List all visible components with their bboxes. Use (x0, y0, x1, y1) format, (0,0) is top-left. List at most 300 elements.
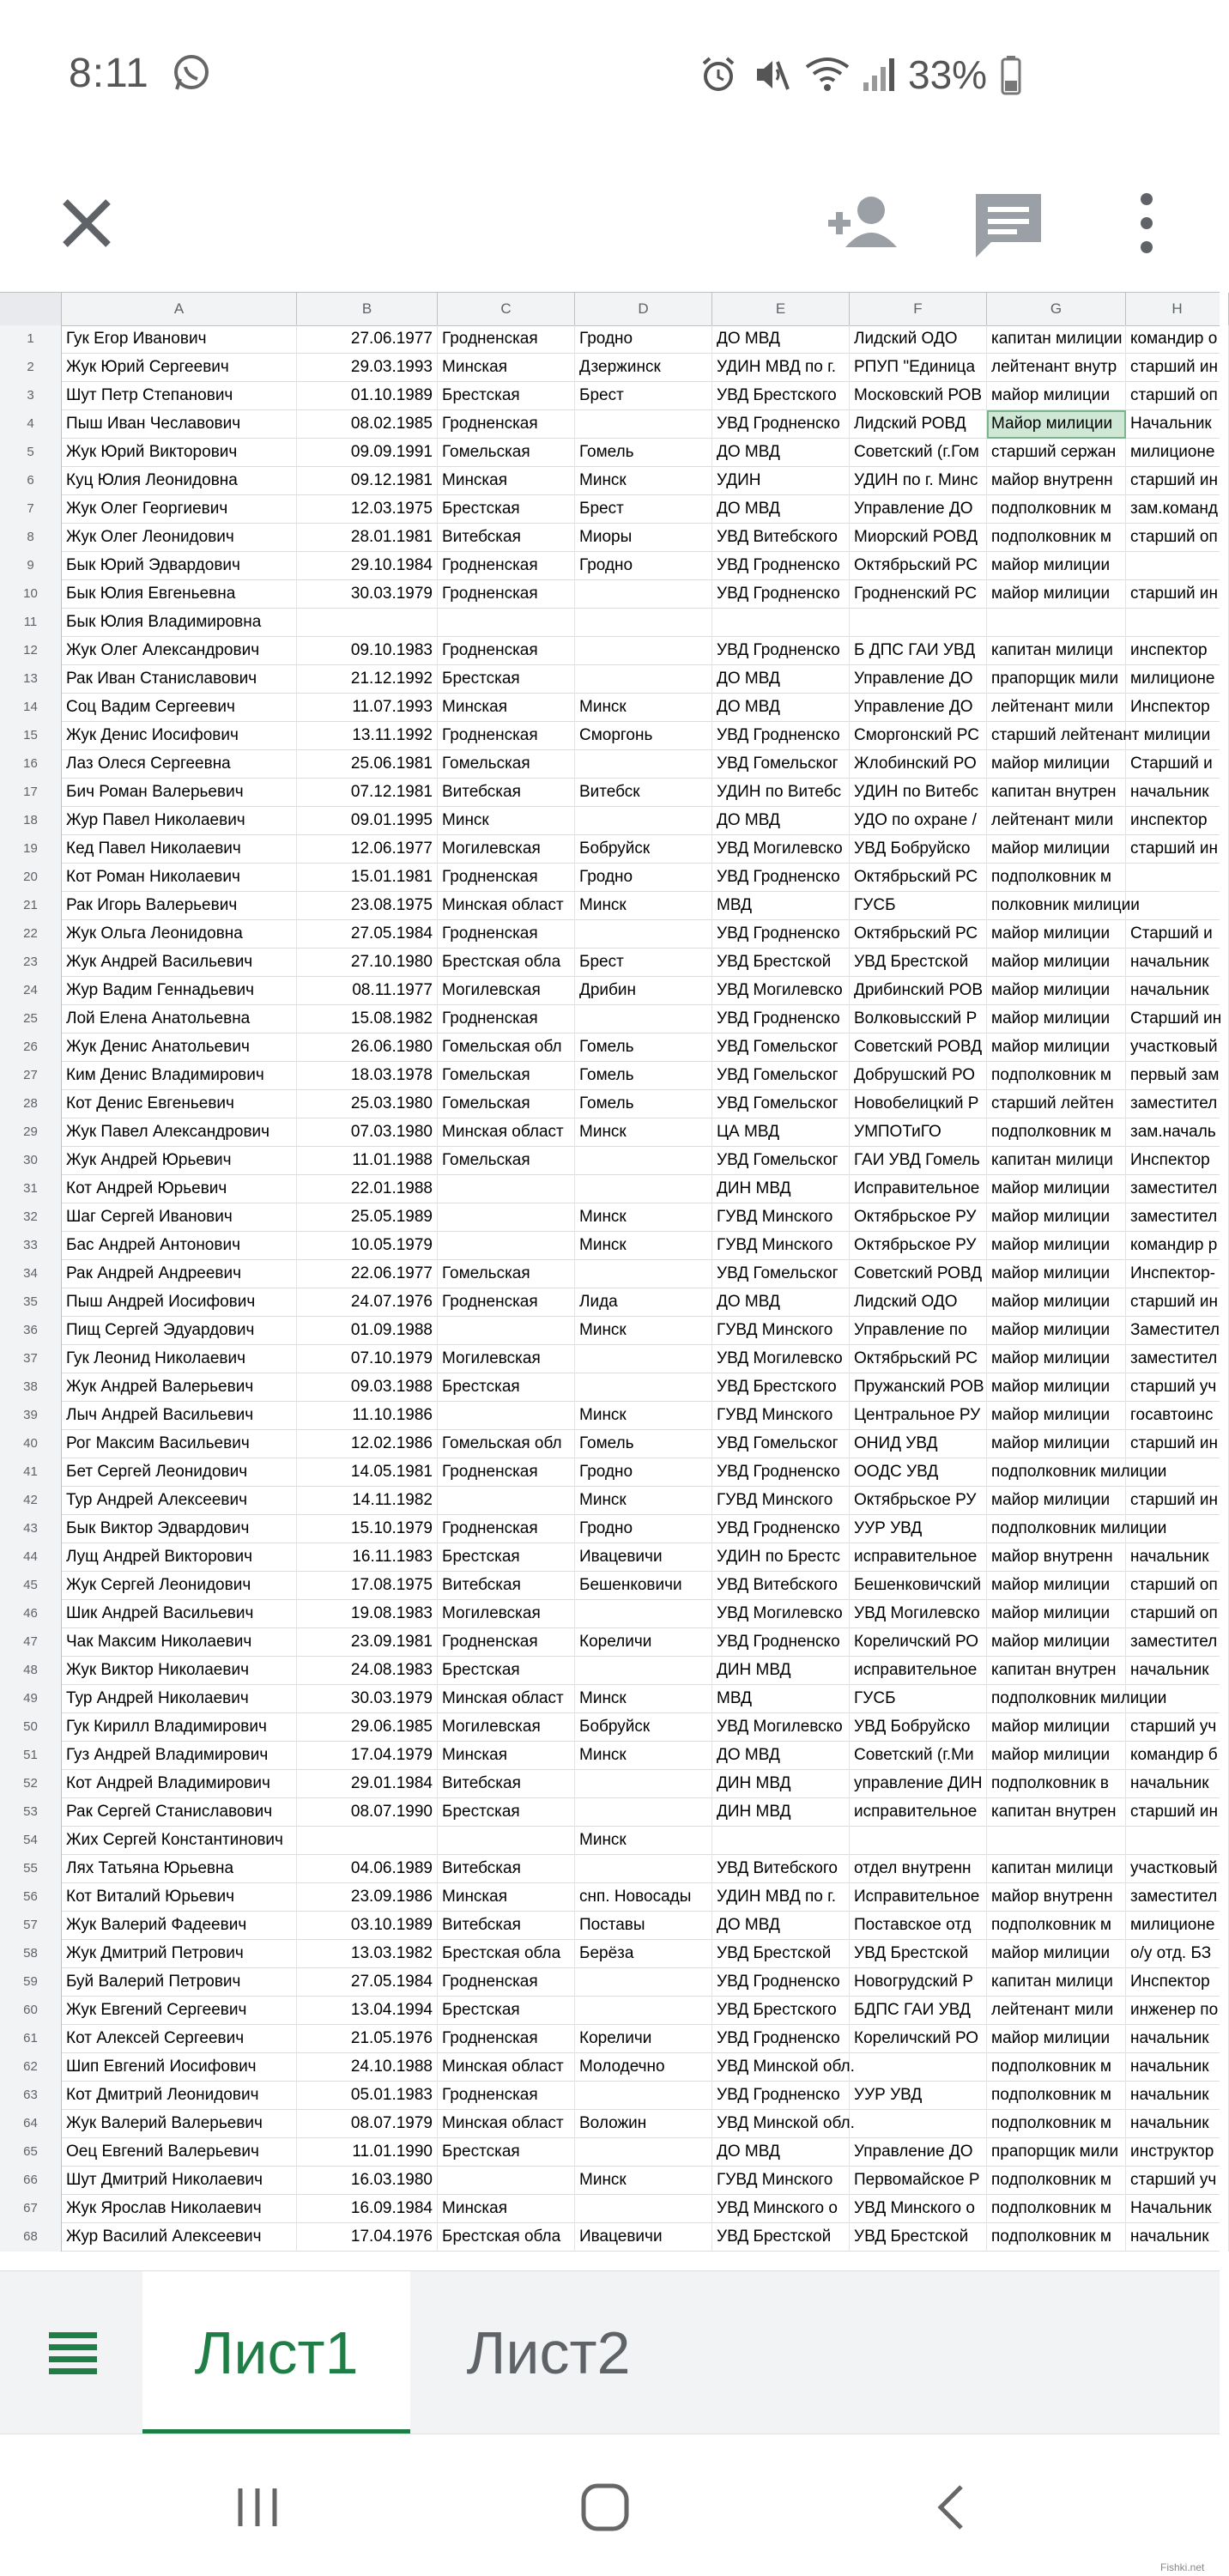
cell-b[interactable]: 16.09.1984 (297, 2195, 438, 2223)
cell-g[interactable]: майор милиции (987, 1345, 1126, 1373)
cell-d[interactable]: Гомель (575, 1430, 712, 1458)
cell-d[interactable] (575, 920, 712, 949)
cell-h[interactable]: милиционе (1126, 665, 1229, 694)
cell-g[interactable]: подполковник м (987, 2053, 1126, 2082)
cell-d[interactable]: Ивацевичи (575, 1543, 712, 1572)
cell-g[interactable]: подполковник м (987, 864, 1126, 892)
cell-a[interactable]: Жук Юрий Викторович (62, 439, 297, 467)
cell-f[interactable]: УВД Брестской (850, 2223, 987, 2252)
cell-f[interactable]: Волковысский Р (850, 1005, 987, 1033)
cell-e[interactable]: УВД Гродненско (712, 410, 850, 439)
cell-f[interactable]: БДПС ГАИ УВД (850, 1997, 987, 2025)
row-number[interactable]: 5 (0, 439, 62, 467)
select-all-corner[interactable] (0, 293, 62, 325)
cell-c[interactable]: Гродненская (438, 325, 575, 354)
row-number[interactable]: 33 (0, 1232, 62, 1260)
cell-d[interactable] (575, 1997, 712, 2025)
cell-a[interactable]: Жук Олег Леонидович (62, 524, 297, 552)
home-button[interactable] (575, 2477, 635, 2542)
cell-f[interactable]: Кореличский РО (850, 1628, 987, 1657)
cell-g[interactable]: майор милиции (987, 920, 1126, 949)
cell-g[interactable]: майор милиции (987, 580, 1126, 609)
cell-h[interactable]: заместител (1126, 1175, 1229, 1203)
cell-a[interactable]: Бас Андрей Антонович (62, 1232, 297, 1260)
cell-a[interactable]: Жук Юрий Сергеевич (62, 354, 297, 382)
row-number[interactable]: 9 (0, 552, 62, 580)
cell-e[interactable]: ДИН МВД (712, 1175, 850, 1203)
cell-b[interactable]: 15.01.1981 (297, 864, 438, 892)
cell-f[interactable]: РПУП "Единица (850, 354, 987, 382)
cell-a[interactable]: Кот Дмитрий Леонидович (62, 2082, 297, 2110)
cell-h[interactable]: начальник (1126, 2053, 1229, 2082)
cell-h[interactable]: старший оп (1126, 1572, 1229, 1600)
cell-d[interactable]: Минск (575, 1487, 712, 1515)
cell-e[interactable]: ДО МВД (712, 2138, 850, 2167)
cell-g[interactable]: подполковник милиции (987, 1515, 1126, 1543)
row-number[interactable]: 29 (0, 1118, 62, 1147)
cell-b[interactable]: 24.08.1983 (297, 1657, 438, 1685)
cell-c[interactable]: Минская област (438, 1685, 575, 1713)
cell-d[interactable]: Ивацевичи (575, 2223, 712, 2252)
cell-b[interactable]: 29.01.1984 (297, 1770, 438, 1798)
cell-d[interactable]: Минск (575, 1232, 712, 1260)
cell-c[interactable]: Минская (438, 2195, 575, 2223)
cell-b[interactable]: 10.05.1979 (297, 1232, 438, 1260)
cell-e[interactable]: УВД Гродненско (712, 1515, 850, 1543)
cell-f[interactable]: Сморгонский РС (850, 722, 987, 750)
cell-g[interactable]: капитан внутрен (987, 1798, 1126, 1827)
cell-f[interactable]: Гродненский РС (850, 580, 987, 609)
cell-h[interactable]: старший оп (1126, 382, 1229, 410)
cell-b[interactable]: 01.10.1989 (297, 382, 438, 410)
cell-h[interactable]: зам.началь (1126, 1118, 1229, 1147)
cell-g[interactable]: капитан милиции (987, 325, 1126, 354)
cell-f[interactable]: УДО по охране / (850, 807, 987, 835)
cell-e[interactable]: УВД Минской обл. (712, 2053, 850, 2082)
cell-d[interactable] (575, 637, 712, 665)
cell-e[interactable]: ДО МВД (712, 1288, 850, 1317)
cell-b[interactable]: 19.08.1983 (297, 1600, 438, 1628)
spreadsheet-grid[interactable] (0, 292, 1220, 2271)
cell-g[interactable]: майор милиции (987, 1373, 1126, 1402)
cell-h[interactable] (1126, 609, 1229, 637)
cell-d[interactable]: Берёза (575, 1940, 712, 1968)
cell-a[interactable]: Жук Валерий Валерьевич (62, 2110, 297, 2138)
cell-b[interactable]: 23.09.1981 (297, 1628, 438, 1657)
cell-d[interactable]: Гродно (575, 1515, 712, 1543)
cell-e[interactable]: ДО МВД (712, 495, 850, 524)
cell-e[interactable]: УВД Гродненско (712, 2082, 850, 2110)
cell-a[interactable]: Жих Сергей Константинович (62, 1827, 297, 1855)
cell-g[interactable]: подполковник м (987, 2223, 1126, 2252)
cell-a[interactable]: Шут Дмитрий Николаевич (62, 2167, 297, 2195)
row-number[interactable]: 20 (0, 864, 62, 892)
cell-h[interactable]: начальник (1126, 1657, 1229, 1685)
cell-c[interactable]: Витебская (438, 1572, 575, 1600)
cell-e[interactable]: ДИН МВД (712, 1798, 850, 1827)
comment-button[interactable] (966, 182, 1051, 268)
cell-c[interactable]: Гродненская (438, 1515, 575, 1543)
cell-b[interactable]: 09.10.1983 (297, 637, 438, 665)
row-number[interactable]: 34 (0, 1260, 62, 1288)
cell-f[interactable] (850, 2053, 987, 2082)
cell-h[interactable]: заместител (1126, 1345, 1229, 1373)
column-header[interactable]: G (987, 293, 1126, 325)
cell-b[interactable]: 11.01.1990 (297, 2138, 438, 2167)
row-number[interactable]: 45 (0, 1572, 62, 1600)
cell-c[interactable]: Витебская (438, 1770, 575, 1798)
cell-b[interactable]: 14.05.1981 (297, 1458, 438, 1487)
cell-h[interactable]: старший оп (1126, 1600, 1229, 1628)
cell-e[interactable]: УВД Могилевско (712, 1345, 850, 1373)
cell-a[interactable]: Шут Петр Степанович (62, 382, 297, 410)
cell-g[interactable]: майор милиции (987, 949, 1126, 977)
cell-d[interactable]: Минск (575, 2167, 712, 2195)
cell-h[interactable]: инспектор (1126, 807, 1229, 835)
cell-d[interactable] (575, 2195, 712, 2223)
cell-c[interactable]: Минская (438, 467, 575, 495)
row-number[interactable]: 4 (0, 410, 62, 439)
row-number[interactable]: 15 (0, 722, 62, 750)
row-number[interactable]: 57 (0, 1912, 62, 1940)
cell-f[interactable]: УУР УВД (850, 1515, 987, 1543)
cell-b[interactable]: 17.08.1975 (297, 1572, 438, 1600)
cell-e[interactable]: ДО МВД (712, 439, 850, 467)
cell-e[interactable]: УВД Могилевско (712, 1600, 850, 1628)
cell-d[interactable]: Витебск (575, 779, 712, 807)
cell-f[interactable]: Управление ДО (850, 665, 987, 694)
row-number[interactable]: 40 (0, 1430, 62, 1458)
cell-a[interactable]: Лях Татьяна Юрьевна (62, 1855, 297, 1883)
cell-h[interactable] (1126, 1458, 1229, 1487)
row-number[interactable]: 55 (0, 1855, 62, 1883)
cell-c[interactable]: Гродненская (438, 410, 575, 439)
cell-a[interactable]: Лой Елена Анатольевна (62, 1005, 297, 1033)
cell-g[interactable]: подполковник м (987, 524, 1126, 552)
cell-g[interactable]: прапорщик мили (987, 665, 1126, 694)
cell-d[interactable]: Гомель (575, 1062, 712, 1090)
cell-d[interactable] (575, 2138, 712, 2167)
cell-d[interactable]: Бобруйск (575, 835, 712, 864)
recent-apps-button[interactable] (232, 2482, 283, 2537)
cell-a[interactable]: Гуз Андрей Владимирович (62, 1742, 297, 1770)
cell-g[interactable] (987, 609, 1126, 637)
cell-e[interactable]: УВД Витебского (712, 1855, 850, 1883)
cell-h[interactable]: начальник (1126, 2082, 1229, 2110)
cell-h[interactable]: Инспектор (1126, 1968, 1229, 1997)
row-number[interactable]: 7 (0, 495, 62, 524)
cell-e[interactable]: УВД Гродненско (712, 552, 850, 580)
cell-f[interactable]: Исправительное (850, 1883, 987, 1912)
cell-f[interactable]: УУР УВД (850, 2082, 987, 2110)
cell-d[interactable] (575, 665, 712, 694)
cell-e[interactable]: УДИН по Брестс (712, 1543, 850, 1572)
cell-e[interactable]: УВД Гомельског (712, 1147, 850, 1175)
cell-c[interactable]: Минская (438, 1883, 575, 1912)
row-number[interactable]: 42 (0, 1487, 62, 1515)
cell-b[interactable]: 22.01.1988 (297, 1175, 438, 1203)
cell-a[interactable]: Бык Юрий Эдвардович (62, 552, 297, 580)
cell-g[interactable]: капитан милици (987, 1968, 1126, 1997)
cell-c[interactable] (438, 1827, 575, 1855)
cell-e[interactable]: ГУВД Минского (712, 1487, 850, 1515)
cell-e[interactable]: УВД Могилевско (712, 835, 850, 864)
cell-a[interactable]: Бич Роман Валерьевич (62, 779, 297, 807)
cell-c[interactable]: Минск (438, 807, 575, 835)
row-number[interactable]: 44 (0, 1543, 62, 1572)
cell-b[interactable]: 07.10.1979 (297, 1345, 438, 1373)
row-number[interactable]: 16 (0, 750, 62, 779)
cell-f[interactable] (850, 2110, 987, 2138)
cell-g[interactable]: Майор милиции (987, 410, 1126, 439)
cell-d[interactable]: Молодечно (575, 2053, 712, 2082)
cell-a[interactable]: Рак Игорь Валерьевич (62, 892, 297, 920)
cell-a[interactable]: Рак Андрей Андреевич (62, 1260, 297, 1288)
cell-a[interactable]: Куц Юлия Леонидовна (62, 467, 297, 495)
cell-b[interactable]: 11.10.1986 (297, 1402, 438, 1430)
cell-a[interactable]: Кед Павел Николаевич (62, 835, 297, 864)
cell-a[interactable]: Бык Юлия Евгеньевна (62, 580, 297, 609)
cell-g[interactable]: подполковник м (987, 1912, 1126, 1940)
cell-a[interactable]: Рак Иван Станиславович (62, 665, 297, 694)
cell-f[interactable]: Лидский РОВД (850, 410, 987, 439)
cell-d[interactable]: Минск (575, 1685, 712, 1713)
cell-h[interactable]: старший ин (1126, 354, 1229, 382)
cell-c[interactable]: Витебская (438, 1912, 575, 1940)
cell-c[interactable]: Минская област (438, 1118, 575, 1147)
cell-c[interactable]: Брестская (438, 1373, 575, 1402)
cell-c[interactable] (438, 1402, 575, 1430)
row-number[interactable]: 41 (0, 1458, 62, 1487)
cell-c[interactable] (438, 1317, 575, 1345)
cell-d[interactable] (575, 609, 712, 637)
cell-f[interactable]: Октябрьский РС (850, 1345, 987, 1373)
cell-f[interactable]: УМПОТиГО (850, 1118, 987, 1147)
row-number[interactable]: 54 (0, 1827, 62, 1855)
cell-h[interactable]: Старший и (1126, 750, 1229, 779)
row-number[interactable]: 65 (0, 2138, 62, 2167)
row-number[interactable]: 8 (0, 524, 62, 552)
cell-g[interactable]: майор милиции (987, 1940, 1126, 1968)
cell-h[interactable]: старший ин (1126, 580, 1229, 609)
cell-e[interactable]: ЦА МВД (712, 1118, 850, 1147)
cell-d[interactable]: Брест (575, 495, 712, 524)
cell-f[interactable]: УВД Бобруйско (850, 1713, 987, 1742)
cell-c[interactable]: Гомельская обл (438, 1430, 575, 1458)
cell-e[interactable]: УВД Гомельског (712, 1062, 850, 1090)
cell-c[interactable]: Минская (438, 354, 575, 382)
cell-h[interactable]: Инспектор- (1126, 1260, 1229, 1288)
cell-b[interactable]: 27.10.1980 (297, 949, 438, 977)
cell-d[interactable]: Минск (575, 1317, 712, 1345)
cell-d[interactable] (575, 1770, 712, 1798)
cell-g[interactable]: майор милиции (987, 382, 1126, 410)
cell-a[interactable]: Жук Андрей Васильевич (62, 949, 297, 977)
cell-e[interactable] (712, 609, 850, 637)
cell-g[interactable]: майор милиции (987, 1260, 1126, 1288)
row-number[interactable]: 1 (0, 325, 62, 354)
cell-f[interactable]: Октябрьское РУ (850, 1487, 987, 1515)
cell-e[interactable]: МВД (712, 1685, 850, 1713)
cell-a[interactable]: Жук Денис Анатольевич (62, 1033, 297, 1062)
cell-b[interactable]: 18.03.1978 (297, 1062, 438, 1090)
cell-f[interactable]: Кореличский РО (850, 2025, 987, 2053)
cell-d[interactable] (575, 1260, 712, 1288)
cell-d[interactable]: Гродно (575, 864, 712, 892)
cell-f[interactable]: Поставское отд (850, 1912, 987, 1940)
cell-g[interactable]: майор милиции (987, 750, 1126, 779)
cell-h[interactable]: старший ин (1126, 835, 1229, 864)
cell-d[interactable]: Кореличи (575, 2025, 712, 2053)
cell-g[interactable]: майор милиции (987, 1175, 1126, 1203)
cell-b[interactable]: 16.03.1980 (297, 2167, 438, 2195)
row-number[interactable]: 10 (0, 580, 62, 609)
cell-g[interactable]: подполковник м (987, 2110, 1126, 2138)
cell-h[interactable]: участковый (1126, 1855, 1229, 1883)
cell-b[interactable]: 28.01.1981 (297, 524, 438, 552)
cell-a[interactable]: Жук Виктор Николаевич (62, 1657, 297, 1685)
cell-c[interactable]: Гомельская (438, 1090, 575, 1118)
cell-b[interactable]: 04.06.1989 (297, 1855, 438, 1883)
cell-b[interactable]: 25.06.1981 (297, 750, 438, 779)
cell-h[interactable]: первый зам (1126, 1062, 1229, 1090)
row-number[interactable]: 26 (0, 1033, 62, 1062)
cell-d[interactable] (575, 750, 712, 779)
cell-c[interactable]: Гродненская (438, 2082, 575, 2110)
cell-c[interactable]: Брестская (438, 665, 575, 694)
cell-h[interactable]: милиционе (1126, 1912, 1229, 1940)
cell-e[interactable]: ГУВД Минского (712, 1232, 850, 1260)
cell-h[interactable]: командир б (1126, 1742, 1229, 1770)
cell-b[interactable]: 29.06.1985 (297, 1713, 438, 1742)
cell-f[interactable]: отдел внутренн (850, 1855, 987, 1883)
cell-d[interactable]: Минск (575, 1742, 712, 1770)
cell-h[interactable]: командир о (1126, 325, 1229, 354)
column-header[interactable]: B (297, 293, 438, 325)
cell-e[interactable]: ДО МВД (712, 1742, 850, 1770)
cell-d[interactable]: Воложин (575, 2110, 712, 2138)
back-button[interactable] (927, 2482, 978, 2537)
cell-b[interactable]: 17.04.1979 (297, 1742, 438, 1770)
cell-c[interactable]: Витебская (438, 1855, 575, 1883)
cell-h[interactable]: заместител (1126, 1090, 1229, 1118)
cell-d[interactable]: Кореличи (575, 1628, 712, 1657)
cell-b[interactable]: 21.05.1976 (297, 2025, 438, 2053)
cell-c[interactable]: Брестская (438, 1798, 575, 1827)
cell-a[interactable]: Жук Павел Александрович (62, 1118, 297, 1147)
cell-f[interactable]: Управление ДО (850, 2138, 987, 2167)
cell-d[interactable] (575, 1798, 712, 1827)
row-number[interactable]: 60 (0, 1997, 62, 2025)
row-number[interactable]: 63 (0, 2082, 62, 2110)
cell-d[interactable]: Минск (575, 1402, 712, 1430)
column-header[interactable]: F (850, 293, 987, 325)
tab-sheet1[interactable]: Лист1 (142, 2271, 410, 2434)
cell-c[interactable]: Могилевская (438, 835, 575, 864)
cell-g[interactable]: майор милиции (987, 1033, 1126, 1062)
cell-c[interactable]: Минская област (438, 2053, 575, 2082)
cell-c[interactable]: Гродненская (438, 920, 575, 949)
cell-f[interactable]: Управление ДО (850, 495, 987, 524)
column-header[interactable]: A (62, 293, 297, 325)
cell-g[interactable]: подполковник м (987, 2195, 1126, 2223)
cell-f[interactable]: Дрибинский РОВ (850, 977, 987, 1005)
cell-g[interactable]: подполковник м (987, 1062, 1126, 1090)
column-header[interactable]: H (1126, 293, 1229, 325)
cell-c[interactable]: Гомельская (438, 1260, 575, 1288)
cell-h[interactable]: Инспектор (1126, 1147, 1229, 1175)
cell-d[interactable]: Гродно (575, 552, 712, 580)
cell-f[interactable]: исправительное (850, 1798, 987, 1827)
cell-d[interactable]: Минск (575, 1827, 712, 1855)
row-number[interactable]: 52 (0, 1770, 62, 1798)
row-number[interactable]: 53 (0, 1798, 62, 1827)
cell-a[interactable]: Жур Вадим Геннадьевич (62, 977, 297, 1005)
cell-a[interactable]: Гук Кирилл Владимирович (62, 1713, 297, 1742)
cell-d[interactable] (575, 580, 712, 609)
row-number[interactable]: 25 (0, 1005, 62, 1033)
cell-c[interactable]: Гродненская (438, 1968, 575, 1997)
cell-g[interactable]: майор милиции (987, 1628, 1126, 1657)
cell-a[interactable]: Шаг Сергей Иванович (62, 1203, 297, 1232)
cell-a[interactable]: Шик Андрей Васильевич (62, 1600, 297, 1628)
cell-c[interactable]: Брестская обла (438, 1940, 575, 1968)
cell-a[interactable]: Жук Олег Александрович (62, 637, 297, 665)
cell-h[interactable]: заместител (1126, 1203, 1229, 1232)
cell-f[interactable]: Октябрьское РУ (850, 1203, 987, 1232)
cell-c[interactable]: Могилевская (438, 1345, 575, 1373)
cell-c[interactable] (438, 1232, 575, 1260)
cell-f[interactable]: УДИН по г. Минс (850, 467, 987, 495)
cell-b[interactable]: 25.03.1980 (297, 1090, 438, 1118)
row-number[interactable]: 28 (0, 1090, 62, 1118)
cell-f[interactable]: управление ДИН (850, 1770, 987, 1798)
cell-h[interactable]: старший уч (1126, 1373, 1229, 1402)
cell-a[interactable]: Кот Андрей Владимирович (62, 1770, 297, 1798)
cell-g[interactable]: капитан милици (987, 1147, 1126, 1175)
cell-h[interactable]: инструктор (1126, 2138, 1229, 2167)
cell-e[interactable]: ДО МВД (712, 1912, 850, 1940)
cell-g[interactable]: майор милиции (987, 1742, 1126, 1770)
cell-h[interactable]: начальник (1126, 779, 1229, 807)
cell-h[interactable] (1126, 1827, 1229, 1855)
row-number[interactable]: 62 (0, 2053, 62, 2082)
cell-e[interactable]: ДО МВД (712, 665, 850, 694)
cell-a[interactable]: Жук Дмитрий Петрович (62, 1940, 297, 1968)
cell-g[interactable]: майор милиции (987, 1317, 1126, 1345)
cell-e[interactable]: ДИН МВД (712, 1657, 850, 1685)
cell-h[interactable]: старший ин (1126, 1798, 1229, 1827)
cell-d[interactable]: Минск (575, 892, 712, 920)
cell-c[interactable]: Гродненская (438, 580, 575, 609)
cell-f[interactable]: Московский РОВ (850, 382, 987, 410)
cell-e[interactable]: УВД Гродненско (712, 1968, 850, 1997)
cell-c[interactable]: Минская (438, 694, 575, 722)
row-number[interactable]: 59 (0, 1968, 62, 1997)
cell-e[interactable]: ГУВД Минского (712, 2167, 850, 2195)
cell-e[interactable]: УВД Гомельског (712, 1090, 850, 1118)
cell-f[interactable]: ООДС УВД (850, 1458, 987, 1487)
row-number[interactable]: 23 (0, 949, 62, 977)
cell-h[interactable]: Заместител (1126, 1317, 1229, 1345)
cell-h[interactable]: милиционе (1126, 439, 1229, 467)
cell-g[interactable]: капитан милици (987, 1855, 1126, 1883)
tab-sheet2[interactable]: Лист2 (466, 2319, 631, 2386)
cell-e[interactable]: УВД Брестской (712, 949, 850, 977)
cell-b[interactable]: 12.06.1977 (297, 835, 438, 864)
cell-b[interactable]: 08.11.1977 (297, 977, 438, 1005)
cell-e[interactable]: УВД Гродненско (712, 2025, 850, 2053)
